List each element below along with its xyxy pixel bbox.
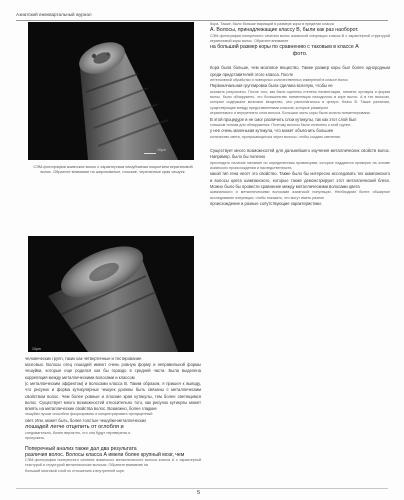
sem-image-hair-cross-section	[28, 22, 194, 160]
right-text-4-small: слишком тонким для обнаружения. Поэтому волосы были отнесены к этой группе,	[210, 122, 352, 127]
sem-hair-shaft-illustration	[28, 236, 194, 352]
left-text-7-large: различия волос. Волосы класса А имели более крупный мозг, чем	[25, 451, 185, 458]
right-text-1-small-2: СЭМ-фотография поперечного сечения волос азиатской популяции класса В с характерной структурой кератиновой коры волос. Обратите внимание	[210, 33, 390, 44]
right-text-1-large: А. Волосы, принадлежащие классу В, были как раз наоборот.	[210, 27, 359, 34]
sem-hair-illustration	[28, 22, 194, 160]
scale-bar	[144, 153, 156, 154]
right-text-6: Существует много возможностей для дальнейшего изучения металлических свойств волос. Например, было бы полезно	[210, 147, 390, 160]
right-text-7-small: шампанского и металлическими волосами азиатской популяции. Необходимо более обширное исследование популяции, чтобы показать, что могут иметь разное	[210, 190, 390, 200]
left-text-3: (с металлическим эффектом) и волосами класса В. Таким образом, я пришел к выводу, что рисунок и форма кутикулярных чешуек должны быть связаны с металлическим свойством волос. Чем более ровные и плоские края кутикулы, тем более светящимся волос. Существует много возможностей относительно того, как рисунок кутикулы может влиять на металлические свойства волос. Возможно, более гладкие	[25, 381, 201, 412]
right-text-6-small: проследить наличие меланин по определенным провинциям, которые поддаются проверке на основе азиатского происхождения и наследственности,	[210, 160, 390, 170]
right-text-4: В этой процедуре и не смог различить слои кутикулы, так как этот слой был	[210, 116, 357, 122]
footer-rule	[16, 488, 388, 489]
left-text-7-small: СЭМ-фотография поперечного сечения азиатского металлического волоса класса А с характерной текстурой и структурой металлических волосах. Обратите внимание на	[25, 458, 201, 468]
right-text-1-small: Кора. Также, было больше вариаций в размере коры в пределах класса	[210, 22, 334, 26]
left-text-5-small-2: пропускать.	[25, 436, 46, 441]
left-text-5-large: лошадей легче отцепить от оглобля и	[25, 424, 124, 431]
scale-label: 10μm	[32, 346, 41, 351]
right-text-1-large-2: на больший размер коры по сравнению с таковым в классе А	[210, 44, 359, 51]
right-column	[210, 22, 390, 207]
left-column	[25, 22, 201, 474]
left-text-2: мозговых. Волосы отец лошадей имеют очень ровную форму и неправильной формы чешуйки, которые еще родился как бы гораздо в средней части. Была выделена корреляция между металлическими волосами и классом	[25, 362, 201, 380]
left-text-7-small-2: больший мозговой слой по отношению к внутренней коре.	[25, 468, 126, 473]
left-text-1: человеческих групп, таких как четвертичные и тестирование	[25, 355, 142, 361]
header-rule	[16, 20, 388, 21]
right-text-5: у нее очень маленькая кутикула, что может объяснить большее	[210, 128, 334, 134]
journal-header: Азиатский ежеквартальный журнал	[16, 12, 92, 17]
right-text-5-small: количество света, пропускающегося через волосы, чтобы создать свечение.	[210, 134, 342, 139]
sem-image-hair-shaft	[28, 236, 194, 352]
right-text-2: Кора была больше, чем мозговое вещество. Также размер коры был более однородным среди представителей этого класса. После	[210, 65, 390, 77]
figure-1-caption: СЭМ-фотография азиатских волос с характерным чешуйчатым покрытием кератиновой волос. Обратите внимание на шероховатые, плоские, черепичные края чешуек.	[33, 164, 193, 175]
right-text-3: Первоначальная группировка была сделана вслепую, чтобы не	[210, 83, 333, 89]
right-text-photo: фото.	[292, 50, 308, 57]
left-text-3-small: чешуйки лучше способны фокусировать и концентрировать пропущенный	[25, 412, 153, 417]
left-text-5-small: следовательно, более вероятно, что они будут переверены и	[25, 430, 131, 435]
right-text-7: какой тип гена несет это свойство. Также было бы интересно исследовать тех шампанского и волосы цвета шампанского, которые также демонстрируют этот металлический блеск. Можно было бы провести сравнение между металлическими волосами цвета	[210, 171, 390, 189]
left-text-6-large: Поперечный анализ также дал два результата	[25, 445, 137, 452]
right-text-2-small: интенсивной обработки и повторных количественных измерений в классе волос	[210, 77, 349, 82]
page-number: 5	[197, 490, 201, 496]
left-text-4: свет. Или, может быть, более толстые чешуйки-металлических	[25, 417, 147, 423]
scale-label: 10μm	[157, 148, 166, 152]
right-text-3-small: исказить результаты. После того, как были оценены степень пигментации, пигмент, кутикула и форма волос, было обнаружено, что большинство пигментации находилось в коре волос. А в тех волосах, которые содержали мозговое вещество, оно располагалось в центре. Класс В. Также различия, существующие между представителями классов, которые размером	[210, 89, 390, 110]
right-text-3-small-2: кератинового и внутреннего слоя волоса. Большая часть коры была сильно пигментирована.	[210, 111, 371, 116]
right-text-8: происхождение и разные сопутствующие характеристики.	[210, 201, 322, 207]
